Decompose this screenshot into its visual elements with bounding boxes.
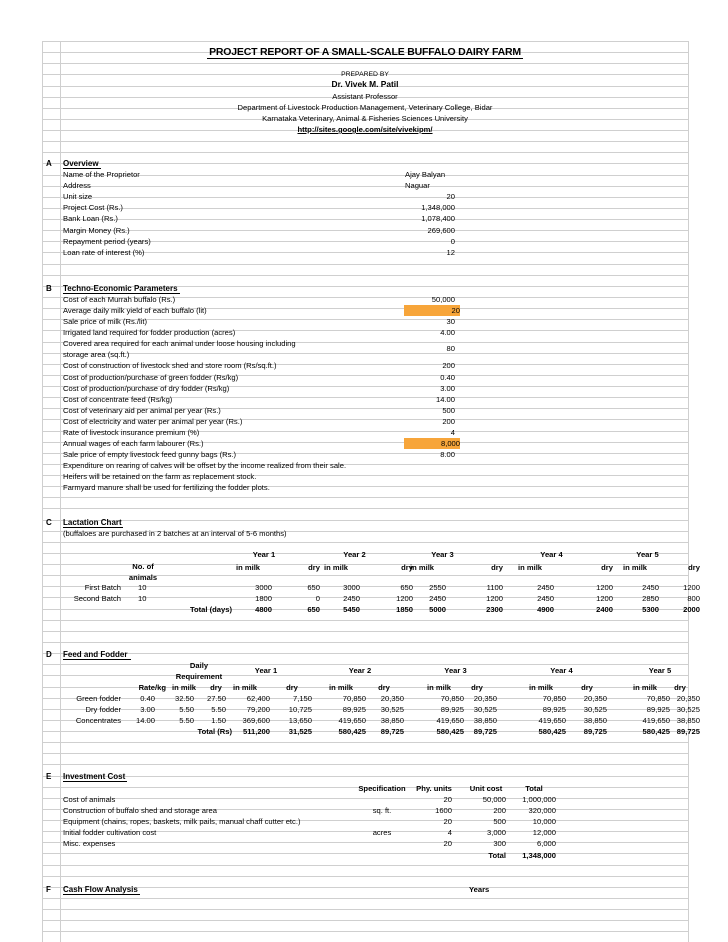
techno-label: Average daily milk yield of each buffalo (lit) <box>63 306 207 316</box>
overview-value: 269,600 <box>427 225 455 235</box>
lactation-cell: 3000 <box>255 583 272 592</box>
techno-value: 4.00 <box>440 328 455 338</box>
gridline <box>42 219 688 220</box>
lactation-year-header: Year 5 <box>636 550 659 559</box>
overview-label: Address <box>63 181 91 191</box>
lactation-cell: 3000 <box>343 583 360 592</box>
university: Karnataka Veterinary, Animal & Fisheries Sciences University <box>262 114 468 123</box>
batch-animals: 10 <box>138 583 147 592</box>
feed-req-inmilk: 32.50 <box>174 694 194 703</box>
investment-units: 1600 <box>435 806 452 816</box>
investment-total-label: Total <box>488 851 506 860</box>
techno-note: Expenditure on rearing of calves will be offset by the income realized from their sale. <box>63 461 347 470</box>
feed-total-cell: 89,725 <box>473 727 497 736</box>
batch-animals: 10 <box>138 594 147 604</box>
overview-value: 1,078,400 <box>421 214 455 224</box>
feed-cell: 89,925 <box>542 705 566 715</box>
section-b-letter: B <box>46 284 52 293</box>
investment-units: 20 <box>443 817 452 827</box>
feed-year-header: Year 2 <box>348 666 372 675</box>
techno-value-highlighted: 8,000 <box>404 438 460 449</box>
investment-units: 20 <box>443 795 452 804</box>
techno-value: 4 <box>450 428 455 437</box>
section-a-letter: A <box>46 159 52 168</box>
gridline <box>42 520 688 521</box>
feed-cell: 20,350 <box>473 694 497 703</box>
feed-req-dry: 27.50 <box>206 694 226 703</box>
investment-total: 1,000,000 <box>522 795 556 804</box>
section-d-letter: D <box>46 650 52 659</box>
author-name: Dr. Vivek M. Patil <box>331 79 399 89</box>
feed-inmilk-header: in milk <box>528 683 554 692</box>
overview-value: 1,348,000 <box>421 203 455 213</box>
feed-cell: 20,350 <box>380 694 404 703</box>
gridline <box>42 753 688 754</box>
feed-total-cell: 89,725 <box>380 727 404 736</box>
investment-item-label: Equipment (chains, ropes, baskets, milk pails, manual chaff cutter etc.) <box>63 817 301 827</box>
techno-label: Cost of construction of livestock shed and store room (Rs/sq.ft.) <box>63 361 277 371</box>
feed-cell: 419,650 <box>538 716 566 726</box>
lactation-cell: 1200 <box>683 583 700 592</box>
unit-cost-header: Unit cost <box>469 784 503 793</box>
lactation-total-cell: 5300 <box>642 605 659 614</box>
animals-header: No. of animals <box>128 562 158 582</box>
feed-total-cell: 580,425 <box>436 727 464 736</box>
gridline <box>42 776 688 777</box>
lactation-cell: 2550 <box>429 583 446 592</box>
section-c-letter: C <box>46 518 52 527</box>
feed-cell: 70,850 <box>440 694 464 703</box>
feed-cell: 13,650 <box>288 716 312 726</box>
lactation-subtitle: (buffaloes are purchased in 2 batches at an interval of 5-6 months) <box>63 529 287 538</box>
lactation-year-header: Year 2 <box>343 550 366 559</box>
feed-dry-header: dry <box>471 683 483 692</box>
investment-total: 10,000 <box>532 817 556 827</box>
req-inmilk-header: in milk <box>171 683 197 692</box>
feed-cell: 79,200 <box>246 705 270 715</box>
feed-cell: 10,725 <box>288 705 312 715</box>
overview-label: Bank Loan (Rs.) <box>63 214 118 224</box>
feed-inmilk-header: in milk <box>426 683 452 692</box>
lactation-total-cell: 2400 <box>596 605 613 614</box>
prepared-by: PREPARED BY <box>341 71 389 78</box>
overview-value: 12 <box>446 247 455 257</box>
investment-grand-total: 1,348,000 <box>522 851 556 860</box>
feed-year-header: Year 4 <box>550 666 573 675</box>
lactation-title: Lactation Chart <box>63 518 122 527</box>
lactation-dry-header: dry <box>491 563 503 572</box>
lactation-year-header: Year 4 <box>540 550 563 559</box>
overview-label: Name of the Proprietor <box>63 170 140 179</box>
investment-unit-cost: 3,000 <box>486 828 506 838</box>
feed-req-inmilk: 5.50 <box>179 716 194 726</box>
techno-label: Cost of concentrate feed (Rs/kg) <box>63 394 173 404</box>
gridline <box>42 275 688 276</box>
lactation-cell: 800 <box>687 594 700 604</box>
daily-requirement-header: Daily Requirement <box>175 661 223 681</box>
feed-cell: 7,150 <box>292 694 312 703</box>
investment-spec <box>356 838 408 849</box>
techno-title: Techno-Economic Parameters <box>63 284 178 293</box>
investment-total: 320,000 <box>528 806 556 816</box>
lactation-year-header: Year 1 <box>252 550 276 559</box>
feed-req-dry: 5.50 <box>211 705 226 715</box>
lactation-inmilk-header: in milk <box>409 563 435 572</box>
lactation-cell: 650 <box>400 583 413 592</box>
feed-cell: 30,525 <box>676 705 700 715</box>
gridline <box>42 853 688 854</box>
lactation-total-cell: 650 <box>307 605 320 614</box>
gridline <box>42 230 688 231</box>
feed-total-cell: 511,200 <box>242 727 270 736</box>
techno-label: Cost of electricity and water per animal per year (Rs.) <box>63 416 243 426</box>
investment-units: 20 <box>443 839 452 849</box>
cashflow-underline <box>63 894 140 895</box>
feed-cell: 89,925 <box>440 705 464 715</box>
techno-label: Cost of production/purchase of dry fodder (Rs/kg) <box>63 383 230 393</box>
feed-total-cell: 89,725 <box>583 727 607 736</box>
gridline <box>42 931 688 932</box>
techno-value: 0.40 <box>440 372 455 382</box>
techno-value: 500 <box>442 405 455 415</box>
feed-req-inmilk: 5.50 <box>179 705 194 715</box>
lactation-cell: 2850 <box>642 594 659 604</box>
feed-cell: 20,350 <box>676 694 700 703</box>
gridline <box>42 542 688 543</box>
lactation-total-cell: 2300 <box>486 605 503 614</box>
gridline <box>42 163 688 164</box>
overview-value: 0 <box>450 236 455 246</box>
lactation-total-cell: 2000 <box>683 605 700 614</box>
lactation-cell: 2450 <box>642 583 659 592</box>
techno-note: Heifers will be retained on the farm as replacement stock. <box>63 472 257 482</box>
gridline <box>42 208 688 209</box>
gridline <box>42 876 688 877</box>
lactation-year-header: Year 3 <box>431 550 454 559</box>
gridline <box>42 865 688 866</box>
cashflow-years-label: Years <box>469 885 490 894</box>
investment-spec <box>356 794 408 805</box>
feed-underline <box>63 659 131 660</box>
techno-label: Cost of each Murrah buffalo (Rs.) <box>63 295 176 304</box>
lactation-inmilk-header: in milk <box>235 563 261 572</box>
techno-value: 80 <box>446 344 455 354</box>
feed-total-cell: 580,425 <box>538 727 566 736</box>
feed-cell: 419,650 <box>338 716 366 726</box>
feed-req-dry: 1.50 <box>211 716 226 726</box>
title-underline <box>207 58 523 59</box>
spec-header: Specification <box>358 784 406 793</box>
overview-value: 20 <box>446 192 455 202</box>
lactation-cell: 2450 <box>537 594 554 604</box>
lactation-inmilk-header: in milk <box>622 563 648 572</box>
investment-spec: sq. ft. <box>372 806 392 816</box>
feed-cell: 30,525 <box>380 705 404 715</box>
techno-note: Farmyard manure shall be used for fertilizing the fodder plots. <box>63 483 270 493</box>
lactation-cell: 1800 <box>255 594 272 604</box>
feed-total-cell: 31,525 <box>288 727 312 736</box>
lactation-dry-header: dry <box>401 563 413 572</box>
feed-year-header: Year 3 <box>444 666 467 675</box>
grid-column-line <box>60 41 61 942</box>
gridline <box>42 620 688 621</box>
feed-item-label: Dry fodder <box>85 705 121 715</box>
feed-rate: 3.00 <box>140 705 155 715</box>
investment-unit-cost: 200 <box>493 806 506 816</box>
investment-title: Investment Cost <box>63 772 126 781</box>
techno-label: Cost of veterinary aid per animal per year (Rs.) <box>63 405 221 415</box>
section-e-letter: E <box>46 772 52 781</box>
gridline <box>42 920 688 921</box>
website-link[interactable]: http://sites.google.com/site/vivekipm/ <box>297 125 433 134</box>
feed-inmilk-header: in milk <box>328 683 354 692</box>
feed-cell: 38,850 <box>583 716 607 726</box>
gridline <box>42 909 688 910</box>
feed-dry-header: dry <box>674 683 686 692</box>
investment-units: 4 <box>447 828 452 838</box>
feed-dry-header: dry <box>378 683 390 692</box>
techno-value: 3.00 <box>440 383 455 393</box>
feed-cell: 419,650 <box>436 716 464 726</box>
investment-total: 6,000 <box>536 839 556 849</box>
feed-inmilk-header: in milk <box>232 683 258 692</box>
gridline <box>42 631 688 632</box>
feed-cell: 38,850 <box>380 716 404 726</box>
techno-value: 200 <box>442 361 455 371</box>
gridline <box>42 152 688 153</box>
lactation-total-cell: 4900 <box>537 605 554 614</box>
techno-label: Sale price of milk (Rs./lit) <box>63 317 147 327</box>
feed-cell: 70,850 <box>342 694 366 703</box>
techno-value: 50,000 <box>431 295 455 304</box>
feed-cell: 89,925 <box>646 705 670 715</box>
feed-total-cell: 580,425 <box>338 727 366 736</box>
lactation-dry-header: dry <box>308 563 320 572</box>
investment-item-label: Misc. expenses <box>63 839 116 849</box>
gridline <box>42 197 688 198</box>
batch-label: Second Batch <box>73 594 121 604</box>
feed-cell: 38,850 <box>676 716 700 726</box>
feed-total-label: Total (Rs) <box>197 727 232 736</box>
gridline <box>42 264 688 265</box>
lactation-total-label: Total (days) <box>189 605 232 614</box>
feed-rate: 14.00 <box>135 716 155 726</box>
feed-total-cell: 89,725 <box>676 727 700 736</box>
overview-value: Naguar <box>405 181 430 191</box>
feed-item-label: Green fodder <box>76 694 121 703</box>
feed-dry-header: dry <box>286 683 298 692</box>
lactation-inmilk-header: in milk <box>517 563 543 572</box>
lactation-total-cell: 5450 <box>343 605 360 614</box>
investment-underline <box>63 781 127 782</box>
feed-cell: 419,650 <box>642 716 670 726</box>
gridline <box>42 353 688 354</box>
techno-value-highlighted: 20 <box>404 305 460 316</box>
feed-cell: 369,600 <box>242 716 270 726</box>
lactation-total-cell: 1850 <box>396 605 413 614</box>
feed-cell: 20,350 <box>583 694 607 703</box>
investment-total: 12,000 <box>532 828 556 838</box>
feed-rate: 0.40 <box>140 694 155 703</box>
feed-cell: 70,850 <box>542 694 566 703</box>
feed-inmilk-header: in milk <box>632 683 658 692</box>
feed-cell: 38,850 <box>473 716 497 726</box>
gridline <box>42 141 688 142</box>
author-designation: Assistant Professor <box>332 92 398 101</box>
lactation-total-cell: 5000 <box>429 605 446 614</box>
feed-cell: 70,850 <box>646 694 670 703</box>
techno-label: Rate of livestock insurance premium (%) <box>63 428 200 437</box>
investment-item-label: Initial fodder cultivation cost <box>63 828 157 838</box>
investment-unit-cost: 300 <box>493 839 506 849</box>
lactation-cell: 2450 <box>537 583 554 592</box>
gridline <box>42 41 688 42</box>
techno-label: Cost of production/purchase of green fodder (Rs/kg) <box>63 372 239 382</box>
techno-value: 200 <box>442 416 455 426</box>
overview-label: Loan rate of interest (%) <box>63 247 145 257</box>
gridline <box>42 508 688 509</box>
investment-unit-cost: 50,000 <box>482 795 506 804</box>
gridline <box>42 186 688 187</box>
req-dry-header: dry <box>210 683 222 692</box>
techno-label: Irrigated land required for fodder production (acres) <box>63 328 236 338</box>
feed-dry-header: dry <box>581 683 593 692</box>
batch-label: First Batch <box>84 583 121 592</box>
gridline <box>42 898 688 899</box>
lactation-dry-header: dry <box>688 563 700 572</box>
lactation-cell: 2450 <box>343 594 360 604</box>
department: Department of Livestock Production Management, Veterinary College, Bidar <box>237 103 493 112</box>
overview-value: Ajay Balyan <box>405 170 446 179</box>
overview-title: Overview <box>63 159 99 168</box>
lactation-cell: 1200 <box>486 594 503 604</box>
lactation-cell: 0 <box>315 594 320 604</box>
feed-cell: 89,925 <box>342 705 366 715</box>
feed-cell: 30,525 <box>473 705 497 715</box>
techno-label: Sale price of empty livestock feed gunny bags (Rs.) <box>63 450 237 460</box>
lactation-cell: 1100 <box>486 583 503 592</box>
grid-column-line <box>42 41 43 942</box>
section-f-letter: F <box>46 885 51 894</box>
feed-cell: 30,525 <box>583 705 607 715</box>
units-header: Phy. units <box>416 784 452 793</box>
lactation-cell: 2450 <box>429 594 446 604</box>
lactation-dry-header: dry <box>601 563 613 572</box>
lactation-inmilk-header: in milk <box>323 563 349 572</box>
lactation-cell: 1200 <box>396 594 413 604</box>
gridline <box>42 63 688 64</box>
techno-value: 8.00 <box>440 450 455 460</box>
techno-value: 14.00 <box>435 394 455 404</box>
feed-title: Feed and Fodder <box>63 650 128 659</box>
feed-cell: 62,400 <box>246 694 270 703</box>
techno-label: Covered area required for each animal under loose housing including <box>63 339 296 349</box>
grid-column-line <box>688 41 689 942</box>
lactation-cell: 650 <box>307 583 320 592</box>
investment-item-label: Construction of buffalo shed and storage area <box>63 806 217 816</box>
gridline <box>42 742 688 743</box>
feed-item-label: Concentrates <box>75 716 121 726</box>
investment-spec <box>356 816 408 827</box>
gridline <box>42 653 688 654</box>
lactation-total-cell: 4800 <box>255 605 272 614</box>
feed-year-header: Year 5 <box>648 666 672 675</box>
techno-value: 30 <box>446 317 455 327</box>
gridline <box>42 764 688 765</box>
investment-item-label: Cost of animals <box>63 795 116 804</box>
overview-label: Unit size <box>63 192 93 202</box>
lactation-cell: 1200 <box>596 583 613 592</box>
gridline <box>42 887 688 888</box>
feed-year-header: Year 1 <box>254 666 278 675</box>
cashflow-title: Cash Flow Analysis <box>63 885 138 894</box>
total-header: Total <box>525 784 543 793</box>
overview-label: Repayment period (years) <box>63 236 151 246</box>
techno-label: Annual wages of each farm labourer (Rs.) <box>63 439 204 449</box>
gridline <box>42 497 688 498</box>
overview-label: Project Cost (Rs.) <box>63 203 123 213</box>
lactation-cell: 1200 <box>596 594 613 604</box>
investment-spec: acres <box>372 828 392 838</box>
feed-total-cell: 580,425 <box>642 727 670 736</box>
techno-label-cont: storage area (sq.ft.) <box>63 350 130 360</box>
report-title: PROJECT REPORT OF A SMALL-SCALE BUFFALO DAIRY FARM <box>209 46 521 58</box>
overview-label: Margin Money (Rs.) <box>63 225 130 235</box>
rate-header: Rate/kg <box>138 683 166 692</box>
gridline <box>42 642 688 643</box>
investment-unit-cost: 500 <box>493 817 506 827</box>
